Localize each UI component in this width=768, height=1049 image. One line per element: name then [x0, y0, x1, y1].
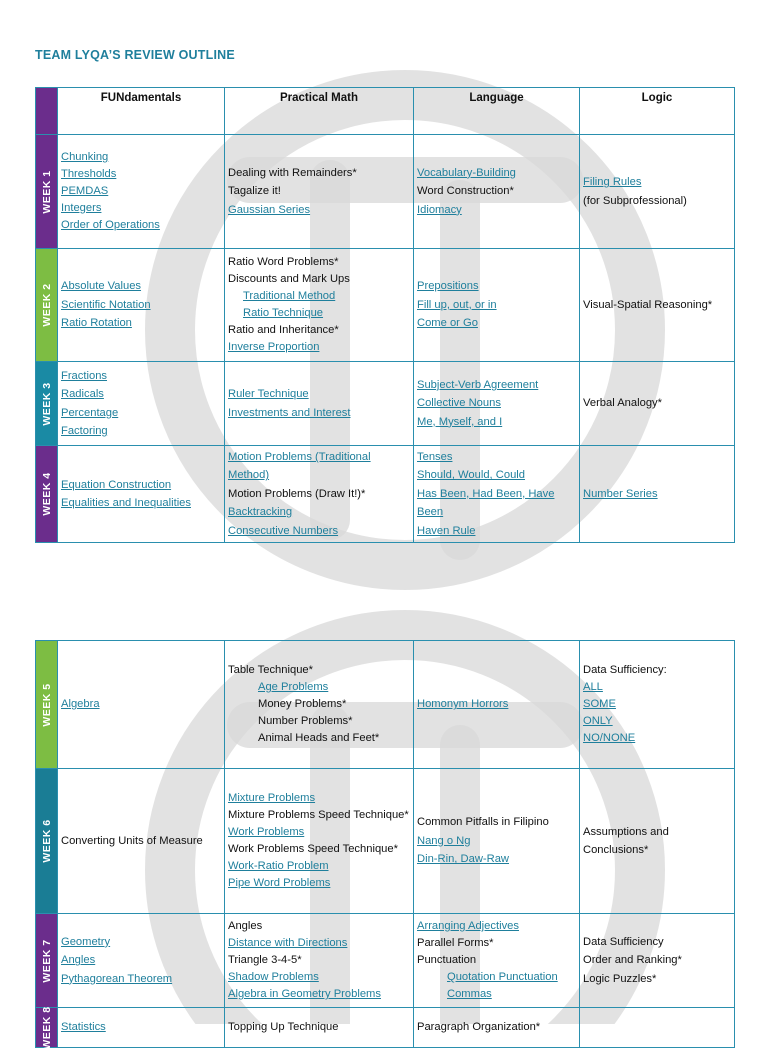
topic-item — [61, 832, 221, 850]
week-2-label — [36, 249, 58, 362]
topic-item — [228, 935, 410, 952]
header-practical-math: Practical Math — [225, 88, 414, 135]
topic-link[interactable]: Idiomacy — [417, 203, 462, 216]
topic-link[interactable]: Gaussian Series — [228, 203, 311, 216]
topic-item — [228, 986, 410, 1003]
week-5-fundamentals-cell — [58, 641, 225, 769]
week-6-row — [36, 769, 735, 914]
topic-link[interactable]: Come or Go — [417, 317, 478, 330]
topic-text: Dealing with Remainders* — [228, 166, 357, 179]
topic-link[interactable]: Scientific Notation — [61, 298, 151, 311]
topic-text: Converting Units of Measure — [61, 834, 203, 847]
topic-item — [417, 832, 576, 850]
week-4-fundamentals-cell — [58, 446, 225, 543]
week-5-row — [36, 641, 735, 769]
topic-item — [417, 850, 576, 868]
week-6-practical-math-cell — [225, 769, 414, 914]
week-label-text: WEEK 8 — [40, 1005, 53, 1049]
topic-text: Angles — [228, 920, 263, 932]
topic-item — [583, 173, 731, 191]
topic-item — [417, 1018, 576, 1036]
week-1-row — [36, 135, 735, 249]
topic-item — [228, 339, 410, 356]
header-row — [36, 88, 735, 135]
topic-text: Discounts and Mark Ups — [228, 273, 350, 285]
topic-item — [228, 201, 410, 219]
topic-link[interactable]: PEMDAS — [61, 185, 109, 197]
topic-text: Verbal Analogy* — [583, 397, 662, 410]
topic-item — [228, 485, 410, 503]
topic-link[interactable]: Angles — [61, 954, 96, 967]
topic-item — [61, 422, 221, 440]
week-label-text: WEEK 1 — [40, 169, 53, 214]
topic-link[interactable]: Fractions — [61, 369, 108, 382]
week-8-logic-cell — [580, 1008, 735, 1048]
topic-link[interactable]: Percentage — [61, 406, 119, 419]
week-8-row — [36, 1008, 735, 1048]
topic-item — [228, 404, 410, 422]
topic-link[interactable]: Nang o Ng — [417, 834, 471, 847]
topic-item — [61, 970, 221, 988]
topic-item — [417, 695, 576, 713]
topic-text: Assumptions and Conclusions* — [583, 825, 669, 856]
topic-item — [583, 713, 731, 730]
topic-item — [583, 192, 731, 210]
topic-link[interactable]: Consecutive Numbers — [228, 524, 339, 537]
topic-item — [228, 841, 410, 858]
topic-item — [417, 485, 576, 522]
week-7-logic-cell — [580, 914, 735, 1008]
week-3-label — [36, 362, 58, 446]
topic-item — [61, 367, 221, 385]
week-2-language-cell — [414, 249, 580, 362]
topic-item — [61, 217, 221, 234]
topic-link[interactable]: Radicals — [61, 388, 104, 401]
topic-text: Word Construction* — [417, 185, 514, 198]
topic-link[interactable]: Shadow Problems — [228, 971, 319, 983]
topic-link[interactable]: Equation Construction — [61, 478, 172, 491]
topic-item — [228, 288, 410, 305]
topic-item — [228, 858, 410, 875]
topic-item — [228, 875, 410, 892]
topic-link[interactable]: Algebra — [61, 698, 100, 711]
topic-item — [228, 164, 410, 182]
topic-item — [417, 522, 576, 540]
topic-text: Common Pitfalls in Filipino — [417, 816, 549, 829]
topic-item — [228, 662, 410, 679]
topic-item — [417, 969, 576, 986]
topic-link[interactable]: Inverse Proportion — [228, 341, 320, 353]
topic-item — [61, 1018, 221, 1036]
topic-item — [228, 182, 410, 200]
week-3-logic-cell — [580, 362, 735, 446]
topic-link[interactable]: Work-Ratio Problem — [228, 860, 329, 872]
topic-item — [417, 277, 576, 295]
header-logic: Logic — [580, 88, 735, 135]
topic-item — [228, 254, 410, 271]
topic-link[interactable]: Thresholds — [61, 168, 117, 180]
topic-item — [228, 522, 410, 540]
topic-item — [61, 314, 221, 332]
topic-item — [228, 918, 410, 935]
week-7-label — [36, 914, 58, 1008]
topic-item — [228, 503, 410, 521]
topic-item — [417, 935, 576, 952]
week-4-label — [36, 446, 58, 543]
topic-item — [61, 494, 221, 512]
topic-text: Topping Up Technique — [228, 1021, 339, 1034]
topic-link[interactable]: Commas — [447, 988, 492, 1000]
topic-item — [228, 969, 410, 986]
topic-item — [417, 296, 576, 314]
topic-link[interactable]: Backtracking — [228, 506, 293, 519]
week-1-label — [36, 135, 58, 249]
topic-item — [61, 166, 221, 183]
topic-item — [583, 394, 731, 412]
topic-link[interactable]: Equalities and Inequalities — [61, 497, 191, 510]
week-5-practical-math-cell — [225, 641, 414, 769]
week-8-language-cell — [414, 1008, 580, 1048]
week-3-language-cell — [414, 362, 580, 446]
topic-item — [583, 970, 731, 988]
header-corner — [36, 88, 58, 135]
topic-item — [228, 322, 410, 339]
topic-item — [61, 149, 221, 166]
week-8-practical-math-cell — [225, 1008, 414, 1048]
topic-link[interactable]: Tenses — [417, 451, 453, 463]
topic-link[interactable]: SOME — [583, 698, 616, 710]
topic-item — [417, 448, 576, 466]
topic-text: Order and Ranking* — [583, 954, 682, 967]
topic-link[interactable]: Vocabulary-Building — [417, 166, 516, 179]
topic-link[interactable]: Algebra in Geometry Problems — [228, 988, 381, 1000]
topic-link[interactable]: Investments and Interest — [228, 406, 351, 419]
week-3-practical-math-cell — [225, 362, 414, 446]
topic-link[interactable]: Traditional Method — [243, 290, 336, 302]
topic-text: Ratio and Inheritance* — [228, 324, 339, 336]
week-3-fundamentals-cell — [58, 362, 225, 446]
week-5-language-cell — [414, 641, 580, 769]
week-1-practical-math-cell — [225, 135, 414, 249]
topic-link[interactable]: Collective Nouns — [417, 397, 501, 410]
topic-text: Data Sufficiency — [583, 935, 664, 948]
topic-item — [228, 696, 410, 713]
topic-item — [228, 448, 410, 485]
topic-text: Motion Problems (Draw It!)* — [228, 487, 366, 500]
topic-text: Table Technique* — [228, 664, 314, 676]
week-2-fundamentals-cell — [58, 249, 225, 362]
topic-item — [417, 201, 576, 219]
topic-text: Parallel Forms* — [417, 937, 494, 949]
topic-item — [228, 305, 410, 322]
topic-link[interactable]: Factoring — [61, 424, 108, 437]
topic-item — [228, 385, 410, 403]
page-title: TEAM LYQA’S REVIEW OUTLINE — [35, 48, 235, 62]
header-fundamentals: FUNdamentals — [58, 88, 225, 135]
topic-item — [417, 466, 576, 484]
week-label-text: WEEK 3 — [40, 381, 53, 426]
topic-item — [61, 695, 221, 713]
topic-item — [61, 200, 221, 217]
topic-item — [228, 807, 410, 824]
week-8-label — [36, 1005, 58, 1049]
week-2-row — [36, 249, 735, 362]
topic-link[interactable]: Pipe Word Problems — [228, 877, 331, 889]
week-6-fundamentals-cell — [58, 769, 225, 914]
week-label-text: WEEK 2 — [40, 283, 53, 327]
topic-item — [228, 271, 410, 288]
topic-item — [583, 951, 731, 969]
week-4-logic-cell — [580, 446, 735, 543]
topic-item — [583, 696, 731, 713]
topic-item — [61, 277, 221, 295]
topic-text: Animal Heads and Feet* — [258, 732, 380, 744]
topic-item — [417, 376, 576, 394]
topic-text: Visual-Spatial Reasoning* — [583, 298, 713, 311]
topic-item — [61, 296, 221, 314]
topic-link[interactable]: Quotation Punctuation — [447, 971, 558, 983]
topic-link[interactable]: Order of Operations — [61, 219, 160, 231]
topic-link[interactable]: Age Problems — [258, 681, 329, 693]
week-7-row — [36, 914, 735, 1008]
topic-link[interactable]: Absolute Values — [61, 280, 142, 293]
topic-item — [228, 730, 410, 747]
topic-link[interactable]: Chunking — [61, 151, 109, 163]
week-6-label — [36, 769, 58, 914]
topic-link[interactable]: Geometry — [61, 935, 111, 948]
week-2-practical-math-cell — [225, 249, 414, 362]
week-5-label — [36, 641, 58, 769]
topic-link[interactable]: ONLY — [583, 715, 613, 727]
topic-item — [417, 918, 576, 935]
topic-item — [583, 730, 731, 747]
week-7-practical-math-cell — [225, 914, 414, 1008]
topic-link[interactable]: Fill up, out, or in — [417, 298, 497, 311]
topic-link[interactable]: Statistics — [61, 1021, 106, 1034]
week-2-logic-cell — [580, 249, 735, 362]
topic-item — [228, 679, 410, 696]
week-8-fundamentals-cell — [58, 1008, 225, 1048]
topic-link[interactable]: Mixture Problems — [228, 792, 316, 804]
topic-link[interactable]: Filing Rules — [583, 176, 642, 189]
topic-item — [417, 314, 576, 332]
week-1-language-cell — [414, 135, 580, 249]
week-7-fundamentals-cell — [58, 914, 225, 1008]
topic-link[interactable]: Haven Rule — [417, 524, 476, 537]
week-4-row — [36, 446, 735, 543]
topic-link[interactable]: Me, Myself, and I — [417, 415, 503, 428]
topic-item — [61, 404, 221, 422]
topic-item — [417, 413, 576, 431]
topic-link[interactable]: Number Series — [583, 487, 658, 500]
topic-item — [61, 476, 221, 494]
topic-text: Punctuation — [417, 954, 477, 966]
topic-link[interactable]: Motion Problems (Traditional Method) — [228, 451, 371, 482]
topic-text: Work Problems Speed Technique* — [228, 843, 398, 855]
week-label-text: WEEK 4 — [40, 472, 53, 516]
topic-text: Mixture Problems Speed Technique* — [228, 809, 409, 821]
topic-link[interactable]: Integers — [61, 202, 102, 214]
topic-item — [583, 679, 731, 696]
topic-item — [61, 183, 221, 200]
week-1-fundamentals-cell — [58, 135, 225, 249]
topic-item — [417, 182, 576, 200]
topic-link[interactable]: Ratio Technique — [243, 307, 324, 319]
topic-link[interactable]: Prepositions — [417, 280, 479, 293]
topic-link[interactable]: Subject-Verb Agreement — [417, 378, 539, 391]
topic-text: (for Subprofessional) — [583, 194, 687, 207]
topic-text: Tagalize it! — [228, 185, 281, 198]
review-outline-table-2 — [35, 640, 735, 1048]
topic-item — [228, 824, 410, 841]
topic-item — [417, 394, 576, 412]
topic-item — [61, 385, 221, 403]
topic-item — [583, 823, 731, 860]
topic-item — [583, 296, 731, 314]
topic-link[interactable]: Has Been, Had Been, Have Been — [417, 487, 555, 519]
topic-text: Logic Puzzles* — [583, 972, 657, 985]
topic-link[interactable]: Pythagorean Theorem — [61, 972, 173, 985]
topic-text: Ratio Word Problems* — [228, 256, 339, 268]
week-7-language-cell — [414, 914, 580, 1008]
topic-link[interactable]: Arranging Adjectives — [417, 920, 519, 932]
topic-item — [228, 1018, 410, 1036]
topic-link[interactable]: Should, Would, Could — [417, 469, 526, 482]
week-3-row — [36, 362, 735, 446]
topic-item — [61, 933, 221, 951]
week-6-logic-cell — [580, 769, 735, 914]
week-6-language-cell — [414, 769, 580, 914]
topic-text: Paragraph Organization* — [417, 1021, 541, 1034]
topic-item — [583, 933, 731, 951]
topic-item — [417, 986, 576, 1003]
week-4-practical-math-cell — [225, 446, 414, 543]
topic-item — [228, 952, 410, 969]
topic-item — [417, 164, 576, 182]
topic-text: Triangle 3-4-5* — [228, 954, 302, 966]
week-label-text: WEEK 5 — [40, 682, 53, 727]
topic-link[interactable]: Ruler Technique — [228, 388, 309, 401]
topic-link[interactable]: Distance with Directions — [228, 937, 348, 949]
topic-item — [417, 813, 576, 831]
topic-text: Data Sufficiency: — [583, 664, 667, 676]
topic-item — [61, 951, 221, 969]
review-outline-table-1 — [35, 87, 735, 543]
week-5-logic-cell — [580, 641, 735, 769]
header-language: Language — [414, 88, 580, 135]
topic-item — [228, 790, 410, 807]
week-label-text: WEEK 6 — [40, 819, 53, 863]
topic-item — [583, 485, 731, 503]
topic-item — [417, 952, 576, 969]
week-4-language-cell — [414, 446, 580, 543]
week-1-logic-cell — [580, 135, 735, 249]
topic-link[interactable]: Ratio Rotation — [61, 317, 132, 330]
topic-text: Number Problems* — [258, 715, 353, 727]
topic-link[interactable]: Din-Rin, Daw-Raw — [417, 853, 510, 866]
topic-link[interactable]: Homonym Horrors — [417, 698, 509, 711]
topic-text: Money Problems* — [258, 698, 347, 710]
week-label-text: WEEK 7 — [40, 938, 53, 983]
topic-link[interactable]: NO/NONE — [583, 732, 636, 744]
topic-item — [228, 713, 410, 730]
topic-link[interactable]: ALL — [583, 681, 603, 693]
topic-link[interactable]: Work Problems — [228, 826, 305, 838]
topic-item — [583, 662, 731, 679]
